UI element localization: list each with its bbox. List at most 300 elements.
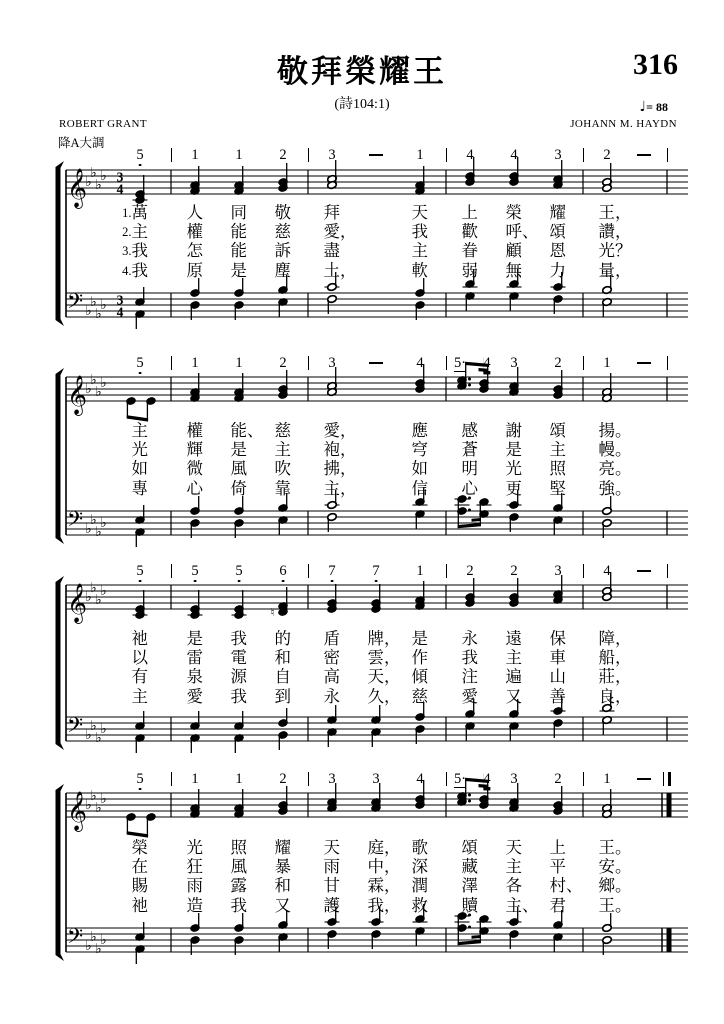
lyric-syllable: 上	[461, 203, 478, 222]
lyric-syllable: 耀	[274, 838, 291, 857]
lyric-syllable: 怎	[186, 241, 203, 261]
jianpu-number: 6	[279, 563, 287, 579]
lyric-syllable: 遍	[505, 667, 522, 687]
lyric-syllable: 牌，	[367, 629, 401, 648]
jianpu-number: 2	[603, 147, 611, 163]
jianpu-barline	[667, 564, 668, 578]
lyric-syllable: 如	[131, 459, 148, 479]
lyric-syllable: 主	[131, 686, 148, 706]
flat-sign: ♭	[85, 174, 92, 190]
treble-clef-icon: 𝄞	[66, 375, 88, 415]
lyric-syllable: 微	[186, 459, 203, 479]
lyric-syllable: 天	[411, 203, 428, 222]
lyric-syllable: 造	[186, 895, 203, 915]
lyric-syllable: 永	[461, 629, 478, 648]
time-signature: 3	[116, 169, 124, 185]
lyric-syllable: 的	[274, 629, 291, 648]
tempo-value: = 88	[646, 100, 668, 114]
flat-sign: ♭	[100, 583, 107, 599]
jianpu-octave-dot	[194, 580, 197, 583]
lyric-syllable: 頌	[549, 421, 566, 440]
jianpu-number: 1	[191, 771, 199, 787]
lyric-syllable: 平	[549, 857, 566, 877]
jianpu-dash	[369, 154, 383, 156]
lyric-syllable: 信	[411, 478, 428, 498]
hymn-number: 316	[633, 48, 678, 81]
lyric-syllable: 穹	[411, 440, 428, 460]
jianpu-octave-dot	[139, 372, 142, 375]
lyric-syllable: 敬	[274, 203, 291, 222]
composer-credit: JOHANN M. HAYDN	[570, 118, 677, 130]
lyric-syllable: 感	[461, 421, 478, 440]
jianpu-number: 1	[191, 147, 199, 163]
lyric-syllable: 泉	[186, 667, 203, 687]
jianpu-barline	[171, 564, 172, 578]
lyric-syllable: 靠	[274, 478, 291, 498]
flat-sign: ♭	[90, 165, 97, 181]
lyric-syllable: 更	[505, 478, 522, 498]
treble-clef-icon: 𝄞	[66, 583, 88, 623]
flat-sign: ♭	[95, 306, 102, 322]
jianpu-number: 2	[554, 355, 562, 371]
lyric-syllable: 明	[461, 459, 478, 479]
jianpu-number: 4	[510, 147, 518, 163]
flat-sign: ♭	[90, 929, 97, 945]
lyric-syllable: 3. 我	[122, 241, 148, 261]
lyric-syllable: 呼、	[505, 222, 539, 242]
lyric-syllable: 障，	[598, 629, 632, 648]
jianpu-number: 7	[372, 563, 380, 579]
lyric-syllable: 主	[411, 241, 428, 261]
lyric-syllable: 在	[131, 857, 148, 877]
lyric-syllable: 車	[549, 648, 566, 668]
lyric-syllable: 權	[186, 421, 203, 440]
lyric-syllable: 和	[274, 876, 291, 896]
jianpu-barline	[308, 564, 309, 578]
lyric-syllable: 弱	[461, 260, 478, 280]
lyric-syllable: 強。	[598, 478, 632, 498]
verse-number: 1.	[122, 206, 132, 220]
bass-clef-icon: 𝄢	[66, 507, 84, 536]
jianpu-final-barline	[663, 772, 664, 786]
flat-sign: ♭	[100, 791, 107, 807]
lyric-syllable: 又	[505, 686, 522, 706]
jianpu-barline	[583, 564, 584, 578]
lyric-syllable: 主	[549, 440, 566, 460]
flat-sign: ♭	[90, 294, 97, 310]
lyric-syllable: 我	[230, 895, 247, 915]
jianpu-number: 5	[136, 771, 144, 787]
lyric-syllable: 電	[230, 648, 247, 668]
jianpu-barline	[583, 148, 584, 162]
lyric-syllable: 盾	[323, 629, 340, 648]
lyric-syllable: 原	[186, 260, 203, 280]
lyric-syllable: 風	[230, 459, 247, 479]
lyric-syllable: 主	[505, 648, 522, 668]
flat-sign: ♭	[95, 730, 102, 746]
lyric-syllable: 安。	[598, 857, 632, 877]
lyric-syllable: 愛	[461, 686, 478, 706]
jianpu-number: 2	[279, 771, 287, 787]
jianpu-number: 4	[466, 147, 474, 163]
lyric-syllable: 心	[186, 478, 203, 498]
lyric-syllable: 救	[411, 895, 428, 915]
lyric-syllable: 我	[230, 686, 247, 706]
lyricist-credit: ROBERT GRANT	[59, 118, 147, 130]
jianpu-final-barline	[668, 772, 671, 786]
lyric-syllable: 久，	[367, 686, 401, 706]
lyric-syllable: 權	[186, 222, 203, 242]
lyric-syllable: 讚，	[598, 222, 632, 242]
lyric-syllable: 恩	[549, 241, 566, 261]
verse-number: 2.	[122, 225, 132, 240]
hymn-title: 敬拜榮耀王	[277, 54, 447, 89]
lyric-syllable: 袍，	[323, 440, 357, 460]
flat-sign: ♭	[85, 303, 92, 319]
jianpu-number: 5	[136, 355, 144, 371]
lyric-syllable: 源	[230, 667, 247, 687]
lyric-syllable: 盡	[323, 241, 340, 261]
jianpu-number: 2	[279, 147, 287, 163]
flat-sign: ♭	[90, 788, 97, 804]
jianpu-number: 1	[416, 147, 424, 163]
lyric-syllable: 塵	[274, 260, 291, 280]
jianpu-dash	[637, 362, 651, 364]
lyric-syllable: 傾	[411, 667, 428, 687]
jianpu-number: 1	[603, 771, 611, 787]
lyric-syllable: 各	[505, 876, 522, 896]
jianpu-barline	[583, 356, 584, 370]
jianpu-number: 3	[328, 147, 336, 163]
jianpu-number: 1	[235, 771, 243, 787]
lyric-syllable: 吹	[274, 459, 291, 479]
lyric-syllable: 密	[323, 648, 340, 668]
quarter-note-icon: ♩	[639, 99, 647, 115]
lyric-syllable: 莊，	[598, 667, 632, 687]
lyric-syllable: 祂	[131, 629, 148, 648]
flat-sign: ♭	[100, 375, 107, 391]
lyric-syllable: 王，	[598, 203, 632, 222]
jianpu-number: 3	[328, 355, 336, 371]
lyric-syllable: 澤	[461, 876, 478, 896]
lyric-syllable: 我	[461, 648, 478, 668]
lyric-syllable: 甘	[323, 876, 340, 896]
lyric-syllable: 愛，	[323, 222, 357, 242]
lyric-syllable: 榮	[505, 203, 522, 222]
bass-clef-icon: 𝄢	[66, 289, 84, 318]
jianpu-octave-dot	[375, 580, 378, 583]
jianpu-number: 1	[191, 355, 199, 371]
lyric-syllable: 和	[274, 648, 291, 668]
lyric-syllable: 心	[461, 478, 478, 498]
jianpu-number: 3	[328, 771, 336, 787]
lyric-syllable: 王。	[598, 895, 632, 915]
scripture-reference: (詩104:1)	[334, 97, 390, 112]
lyric-syllable: 主	[274, 440, 291, 460]
jianpu-barline	[171, 148, 172, 162]
lyric-syllable: 歡	[461, 222, 478, 242]
lyric-syllable: 風	[230, 857, 247, 877]
jianpu-barline	[446, 148, 447, 162]
flat-sign: ♭	[95, 384, 102, 400]
jianpu-octave-dot	[139, 580, 142, 583]
lyric-syllable: 鄉。	[598, 876, 632, 896]
lyric-syllable: 光	[131, 440, 148, 460]
flat-sign: ♭	[85, 938, 92, 954]
jianpu-number: 4	[416, 355, 424, 371]
lyric-syllable: 天	[505, 838, 522, 857]
lyric-syllable: 霖，	[367, 876, 401, 896]
lyric-syllable: 頌	[461, 838, 478, 857]
lyric-syllable: 上	[549, 838, 566, 857]
flat-sign: ♭	[85, 381, 92, 397]
lyric-syllable: 有	[131, 667, 148, 687]
lyric-syllable: 主	[505, 857, 522, 877]
jianpu-number: 5	[235, 563, 243, 579]
lyric-syllable: 村、	[549, 876, 583, 896]
lyric-syllable: 拜	[323, 203, 340, 222]
lyric-syllable: 以	[131, 648, 148, 668]
bass-clef-icon: 𝄢	[66, 924, 84, 953]
jianpu-number: 1	[235, 147, 243, 163]
jianpu-barline	[308, 356, 309, 370]
lyric-syllable: 能	[230, 222, 247, 242]
lyric-syllable: 蒼	[461, 440, 478, 460]
lyric-syllable: 護	[323, 895, 340, 915]
jianpu-number: 1	[235, 355, 243, 371]
jianpu-number: 4	[483, 355, 491, 371]
jianpu-number: 3	[554, 563, 562, 579]
flat-sign: ♭	[90, 718, 97, 734]
time-signature: 4	[116, 181, 124, 197]
lyric-syllable: 照	[230, 838, 247, 857]
lyric-syllable: 能、	[230, 421, 264, 440]
lyric-syllable: 慈	[274, 222, 291, 242]
jianpu-number: 3	[510, 355, 518, 371]
jianpu-number: 4	[603, 563, 611, 579]
jianpu-barline	[446, 564, 447, 578]
lyric-syllable: 又	[274, 895, 291, 915]
time-signature: 3	[116, 292, 124, 308]
jianpu-octave-dot	[331, 580, 334, 583]
lyric-syllable: 永	[323, 686, 340, 706]
lyric-syllable: 我，	[367, 895, 401, 915]
flat-sign: ♭	[90, 512, 97, 528]
jianpu-number: 5·	[453, 771, 467, 787]
lyric-syllable: 軟	[411, 260, 428, 280]
jianpu-barline	[308, 772, 309, 786]
lyric-syllable: 是	[230, 440, 247, 460]
lyric-syllable: 頌	[549, 222, 566, 242]
jianpu-number: 5·	[453, 355, 467, 371]
flat-sign: ♭	[90, 580, 97, 596]
jianpu-octave-dot	[238, 580, 241, 583]
lyric-syllable: 4. 我	[122, 260, 148, 280]
lyric-syllable: 無	[505, 260, 522, 280]
lyric-syllable: 輝	[186, 440, 203, 460]
lyric-syllable: 王。	[598, 838, 632, 857]
flat-sign: ♭	[95, 177, 102, 193]
lyric-syllable: 深	[411, 857, 428, 877]
lyric-syllable: 力	[549, 260, 566, 280]
jianpu-dash	[637, 778, 651, 780]
lyric-syllable: 到	[274, 686, 291, 706]
lyric-syllable: 亮。	[598, 459, 632, 479]
flat-sign: ♭	[95, 524, 102, 540]
jianpu-octave-dot	[282, 580, 285, 583]
lyric-syllable: 良，	[598, 686, 632, 706]
lyric-syllable: 主	[131, 421, 148, 440]
jianpu-number: 4	[416, 771, 424, 787]
natural-sign: ♮	[270, 606, 275, 619]
lyric-syllable: 謝	[505, 421, 522, 440]
jianpu-barline	[171, 356, 172, 370]
lyric-syllable: 暴	[274, 857, 291, 877]
lyric-syllable: 2. 主	[122, 222, 148, 242]
lyric-syllable: 賜	[131, 876, 148, 896]
lyric-syllable: 眷	[461, 241, 478, 261]
lyric-syllable: 露	[230, 876, 247, 896]
lyric-syllable: 雨	[323, 857, 340, 877]
jianpu-number: 3	[554, 147, 562, 163]
jianpu-dash	[637, 570, 651, 572]
lyric-syllable: 是	[230, 260, 247, 280]
jianpu-number: 1	[416, 563, 424, 579]
lyric-syllable: 堅	[549, 478, 566, 498]
lyric-syllable: 作	[411, 648, 428, 668]
time-signature: 4	[116, 304, 124, 320]
jianpu-dash	[369, 362, 383, 364]
jianpu-number: 2	[279, 355, 287, 371]
lyric-syllable: 拂，	[323, 459, 357, 479]
lyric-syllable: 天	[323, 838, 340, 857]
lyric-syllable: 遠	[505, 629, 522, 648]
lyric-syllable: 雨	[186, 876, 203, 896]
jianpu-octave-dot	[139, 164, 142, 167]
lyric-syllable: 光	[505, 459, 522, 479]
lyric-syllable: 照	[549, 459, 566, 479]
jianpu-number: 4	[483, 771, 491, 787]
lyric-syllable: 主、	[505, 895, 539, 915]
jianpu-number: 5	[191, 563, 199, 579]
flat-sign: ♭	[100, 297, 107, 313]
flat-sign: ♭	[85, 727, 92, 743]
jianpu-number: 1	[603, 355, 611, 371]
jianpu-octave-dot	[139, 788, 142, 791]
lyric-syllable: 量，	[598, 260, 632, 280]
lyric-syllable: 榮	[131, 838, 148, 857]
lyric-syllable: 專	[131, 478, 148, 498]
lyric-syllable: 是	[186, 629, 203, 648]
lyric-syllable: 幔。	[598, 440, 632, 460]
flat-sign: ♭	[85, 589, 92, 605]
lyric-syllable: 藏	[461, 857, 478, 877]
verse-number: 4.	[122, 263, 132, 278]
lyric-syllable: 愛	[186, 686, 203, 706]
lyric-syllable: 贖	[461, 895, 478, 915]
lyric-syllable: 天，	[367, 667, 401, 687]
lyric-syllable: 土，	[323, 260, 357, 280]
lyric-syllable: 光	[186, 838, 203, 857]
jianpu-dash	[637, 154, 651, 156]
lyric-syllable: 人	[186, 203, 203, 222]
jianpu-barline	[667, 148, 668, 162]
lyric-syllable: 我	[230, 629, 247, 648]
jianpu-number: 5	[136, 147, 144, 163]
lyric-syllable: 是	[411, 629, 428, 648]
lyric-syllable: 雲，	[367, 648, 401, 668]
flat-sign: ♭	[90, 372, 97, 388]
flat-sign: ♭	[100, 515, 107, 531]
jianpu-barline	[667, 356, 668, 370]
lyric-syllable: 耀	[549, 203, 566, 222]
lyric-syllable: 愛，	[323, 421, 357, 440]
lyric-syllable: 狂	[186, 857, 203, 877]
lyric-syllable: 中，	[367, 857, 401, 877]
lyric-syllable: 訴	[274, 241, 291, 261]
lyric-syllable: 注	[461, 667, 478, 687]
lyric-syllable: 歌	[411, 838, 428, 857]
flat-sign: ♭	[100, 932, 107, 948]
key-label: 降A大調	[58, 136, 105, 150]
lyric-syllable: 如	[411, 459, 428, 479]
lyric-syllable: 1. 萬	[122, 203, 148, 222]
lyric-syllable: 雷	[186, 648, 203, 668]
lyric-syllable: 倚	[230, 478, 247, 498]
jianpu-barline	[308, 148, 309, 162]
jianpu-barline	[446, 772, 447, 786]
lyric-syllable: 善	[549, 686, 566, 706]
flat-sign: ♭	[100, 721, 107, 737]
jianpu-number: 3	[510, 771, 518, 787]
lyric-syllable: 慈	[411, 686, 428, 706]
jianpu-number: 2	[554, 771, 562, 787]
lyric-syllable: 高	[323, 667, 340, 687]
lyric-syllable: 主，	[323, 478, 357, 498]
jianpu-number: 5	[136, 563, 144, 579]
lyric-syllable: 能	[230, 241, 247, 261]
jianpu-barline	[446, 356, 447, 370]
lyric-syllable: 我	[411, 222, 428, 242]
lyric-syllable: 庭，	[367, 838, 401, 857]
lyric-syllable: 同	[230, 203, 247, 222]
bass-clef-icon: 𝄢	[66, 713, 84, 742]
treble-clef-icon: 𝄞	[66, 168, 88, 208]
jianpu-barline	[171, 772, 172, 786]
flat-sign: ♭	[85, 521, 92, 537]
lyric-syllable: 祂	[131, 895, 148, 915]
lyric-syllable: 保	[549, 629, 566, 648]
lyric-syllable: 是	[505, 440, 522, 460]
lyric-syllable: 潤	[411, 876, 428, 896]
lyric-syllable: 慈	[274, 421, 291, 440]
lyric-syllable: 自	[274, 667, 291, 687]
flat-sign: ♭	[95, 800, 102, 816]
lyric-syllable: 顧	[505, 241, 522, 261]
flat-sign: ♭	[100, 168, 107, 184]
lyric-syllable: 君	[549, 895, 566, 915]
lyric-syllable: 光？	[598, 241, 632, 261]
treble-clef-icon: 𝄞	[66, 791, 88, 831]
flat-sign: ♭	[95, 592, 102, 608]
flat-sign: ♭	[85, 797, 92, 813]
lyric-syllable: 山	[549, 667, 566, 687]
lyric-syllable: 揚。	[598, 421, 632, 440]
jianpu-barline	[583, 772, 584, 786]
jianpu-number: 3	[372, 771, 380, 787]
lyric-syllable: 船，	[598, 648, 632, 668]
flat-sign: ♭	[95, 941, 102, 957]
